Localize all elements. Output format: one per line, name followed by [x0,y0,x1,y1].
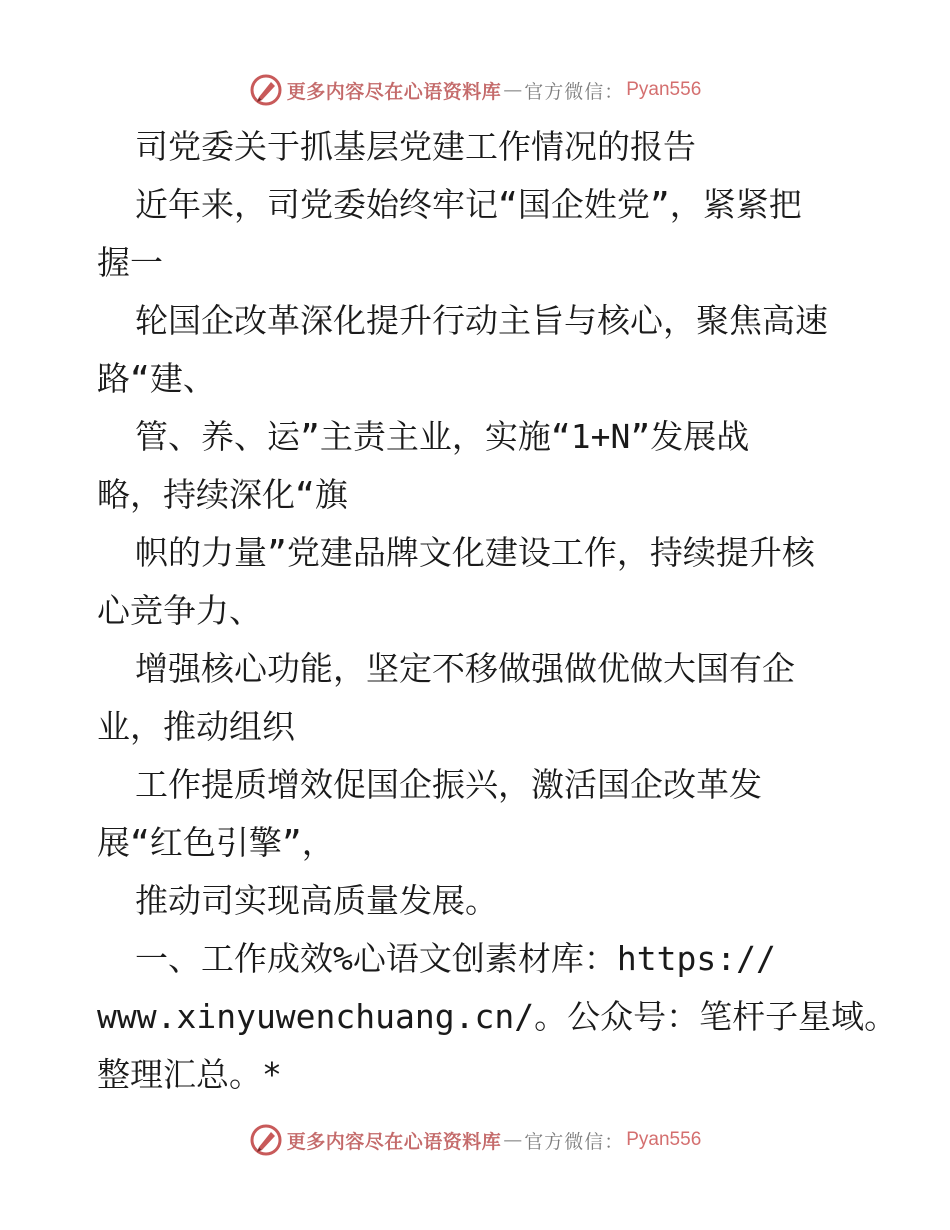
doc-line: 工作提质增效促国企振兴，激活国企改革发 [135,765,762,804]
banner-wechat-label: 官方微信： [524,80,625,103]
fountain-pen-logo-icon [249,73,283,107]
doc-line: 业，推动组织 [97,707,295,746]
banner-dash: — [503,79,523,101]
banner-wechat-id: Pyan556 [626,79,702,100]
doc-line: 略，持续深化“旗 [97,475,348,514]
doc-line: 帜的力量”党建品牌文化建设工作，持续提升核 [135,533,815,572]
banner-dash: — [503,1129,523,1151]
doc-line: www.xinyuwenchuang.cn/。公众号：笔杆子星域。 [97,997,898,1036]
doc-line: 轮国企改革深化提升行动主旨与核心，聚焦高速 [135,301,828,340]
doc-line: 展“红色引擎”， [97,823,335,862]
banner-wechat-label: 官方微信： [524,1130,625,1153]
doc-line: 路“建、 [97,359,216,398]
doc-line: 管、养、运”主责主业，实施“1+N”发展战 [135,417,750,456]
doc-line: 一、工作成效%心语文创素材库：https:// [135,939,776,978]
doc-title: 司党委关于抓基层党建工作情况的报告 [135,127,696,166]
document-body [0,118,950,1104]
banner-main-text: 更多内容尽在心语资料库 [286,1130,502,1153]
banner-main-text: 更多内容尽在心语资料库 [286,80,502,103]
doc-line: 推动司实现高质量发展。 [135,881,498,920]
footer-watermark-banner [0,1120,950,1160]
doc-line: 整理汇总。* [97,1055,282,1094]
doc-line: 握一 [97,243,163,282]
header-watermark-banner [0,70,950,110]
banner-wechat-id: Pyan556 [626,1129,702,1150]
doc-line: 心竞争力、 [97,591,262,630]
fountain-pen-logo-icon [249,1123,283,1157]
doc-line: 增强核心功能，坚定不移做强做优做大国有企 [135,649,795,688]
doc-line: 近年来，司党委始终牢记“国企姓党”，紧紧把 [135,185,802,224]
